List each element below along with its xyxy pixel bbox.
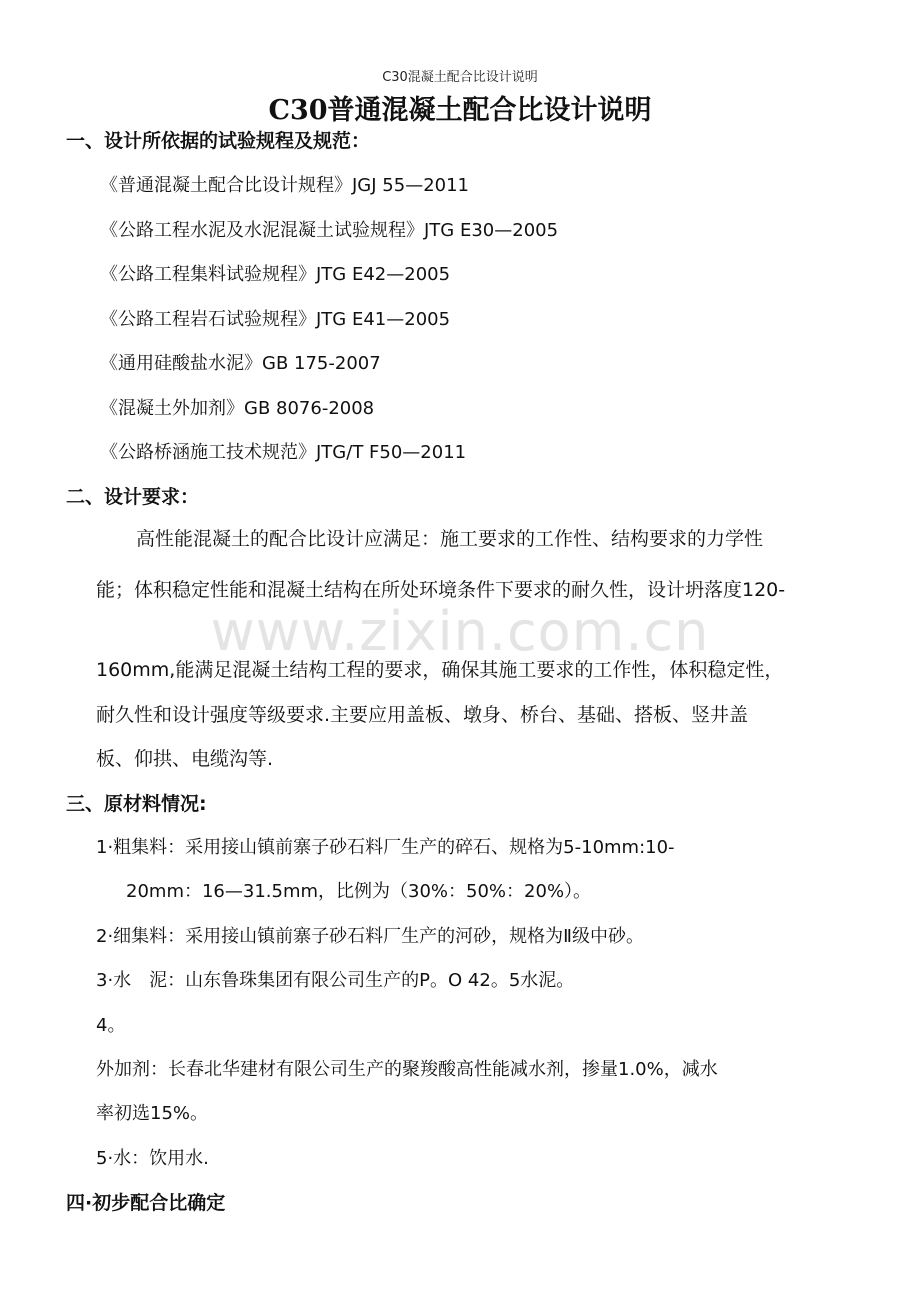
material-item: 1·粗集料：采用接山镇前寨子砂石料厂生产的碎石、规格为5-10mm:10- — [96, 837, 675, 858]
reference-item: 《普通混凝土配合比设计规程》JGJ 55—2011 — [100, 175, 469, 196]
paragraph-line: 高性能混凝土的配合比设计应满足：施工要求的工作性、结构要求的力学性 — [136, 528, 764, 550]
reference-item: 《通用硅酸盐水泥》GB 175-2007 — [100, 353, 381, 374]
section-3-heading: 三、原材料情况: — [66, 793, 207, 815]
section-4-heading: 四·初步配合比确定 — [66, 1192, 226, 1214]
paragraph-line: 能；体积稳定性能和混凝土结构在所处环境条件下要求的耐久性，设计坍落度120- — [96, 579, 786, 601]
material-item: 率初选15%。 — [96, 1103, 209, 1124]
document-title: C30普通混凝土配合比设计说明 — [268, 95, 652, 126]
reference-item: 《公路工程岩石试验规程》JTG E41—2005 — [100, 309, 451, 330]
section-1-heading: 一、设计所依据的试验规程及规范： — [66, 130, 371, 152]
page-header: C30混凝土配合比设计说明 — [382, 70, 538, 85]
paragraph-line: 板、仰拱、电缆沟等. — [96, 748, 274, 770]
paragraph-line: 160mm,能满足混凝土结构工程的要求，确保其施工要求的工作性，体积稳定性， — [96, 659, 784, 681]
material-item: 外加剂：长春北华建材有限公司生产的聚羧酸高性能减水剂，掺量1.0%，减水 — [96, 1059, 718, 1080]
material-item: 3·水 泥：山东鲁珠集团有限公司生产的P。O 42。5水泥。 — [96, 970, 575, 991]
material-item: 5·水：饮用水. — [96, 1148, 209, 1169]
reference-item: 《混凝土外加剂》GB 8076-2008 — [100, 398, 375, 419]
section-2-heading: 二、设计要求： — [66, 486, 200, 508]
reference-item: 《公路桥涵施工技术规范》JTG/T F50—2011 — [100, 442, 467, 463]
material-item: 20mm：16—31.5mm，比例为（30%：50%：20%）。 — [126, 881, 592, 902]
material-item: 2·细集料：采用接山镇前寨子砂石料厂生产的河砂，规格为Ⅱ级中砂。 — [96, 926, 645, 947]
reference-item: 《公路工程水泥及水泥混凝土试验规程》JTG E30—2005 — [100, 220, 559, 241]
material-item: 4。 — [96, 1015, 126, 1036]
watermark: www.zixin.com.cn — [210, 600, 710, 663]
reference-item: 《公路工程集料试验规程》JTG E42—2005 — [100, 264, 451, 285]
paragraph-line: 耐久性和设计强度等级要求.主要应用盖板、墩身、桥台、基础、搭板、竖井盖 — [96, 704, 749, 726]
